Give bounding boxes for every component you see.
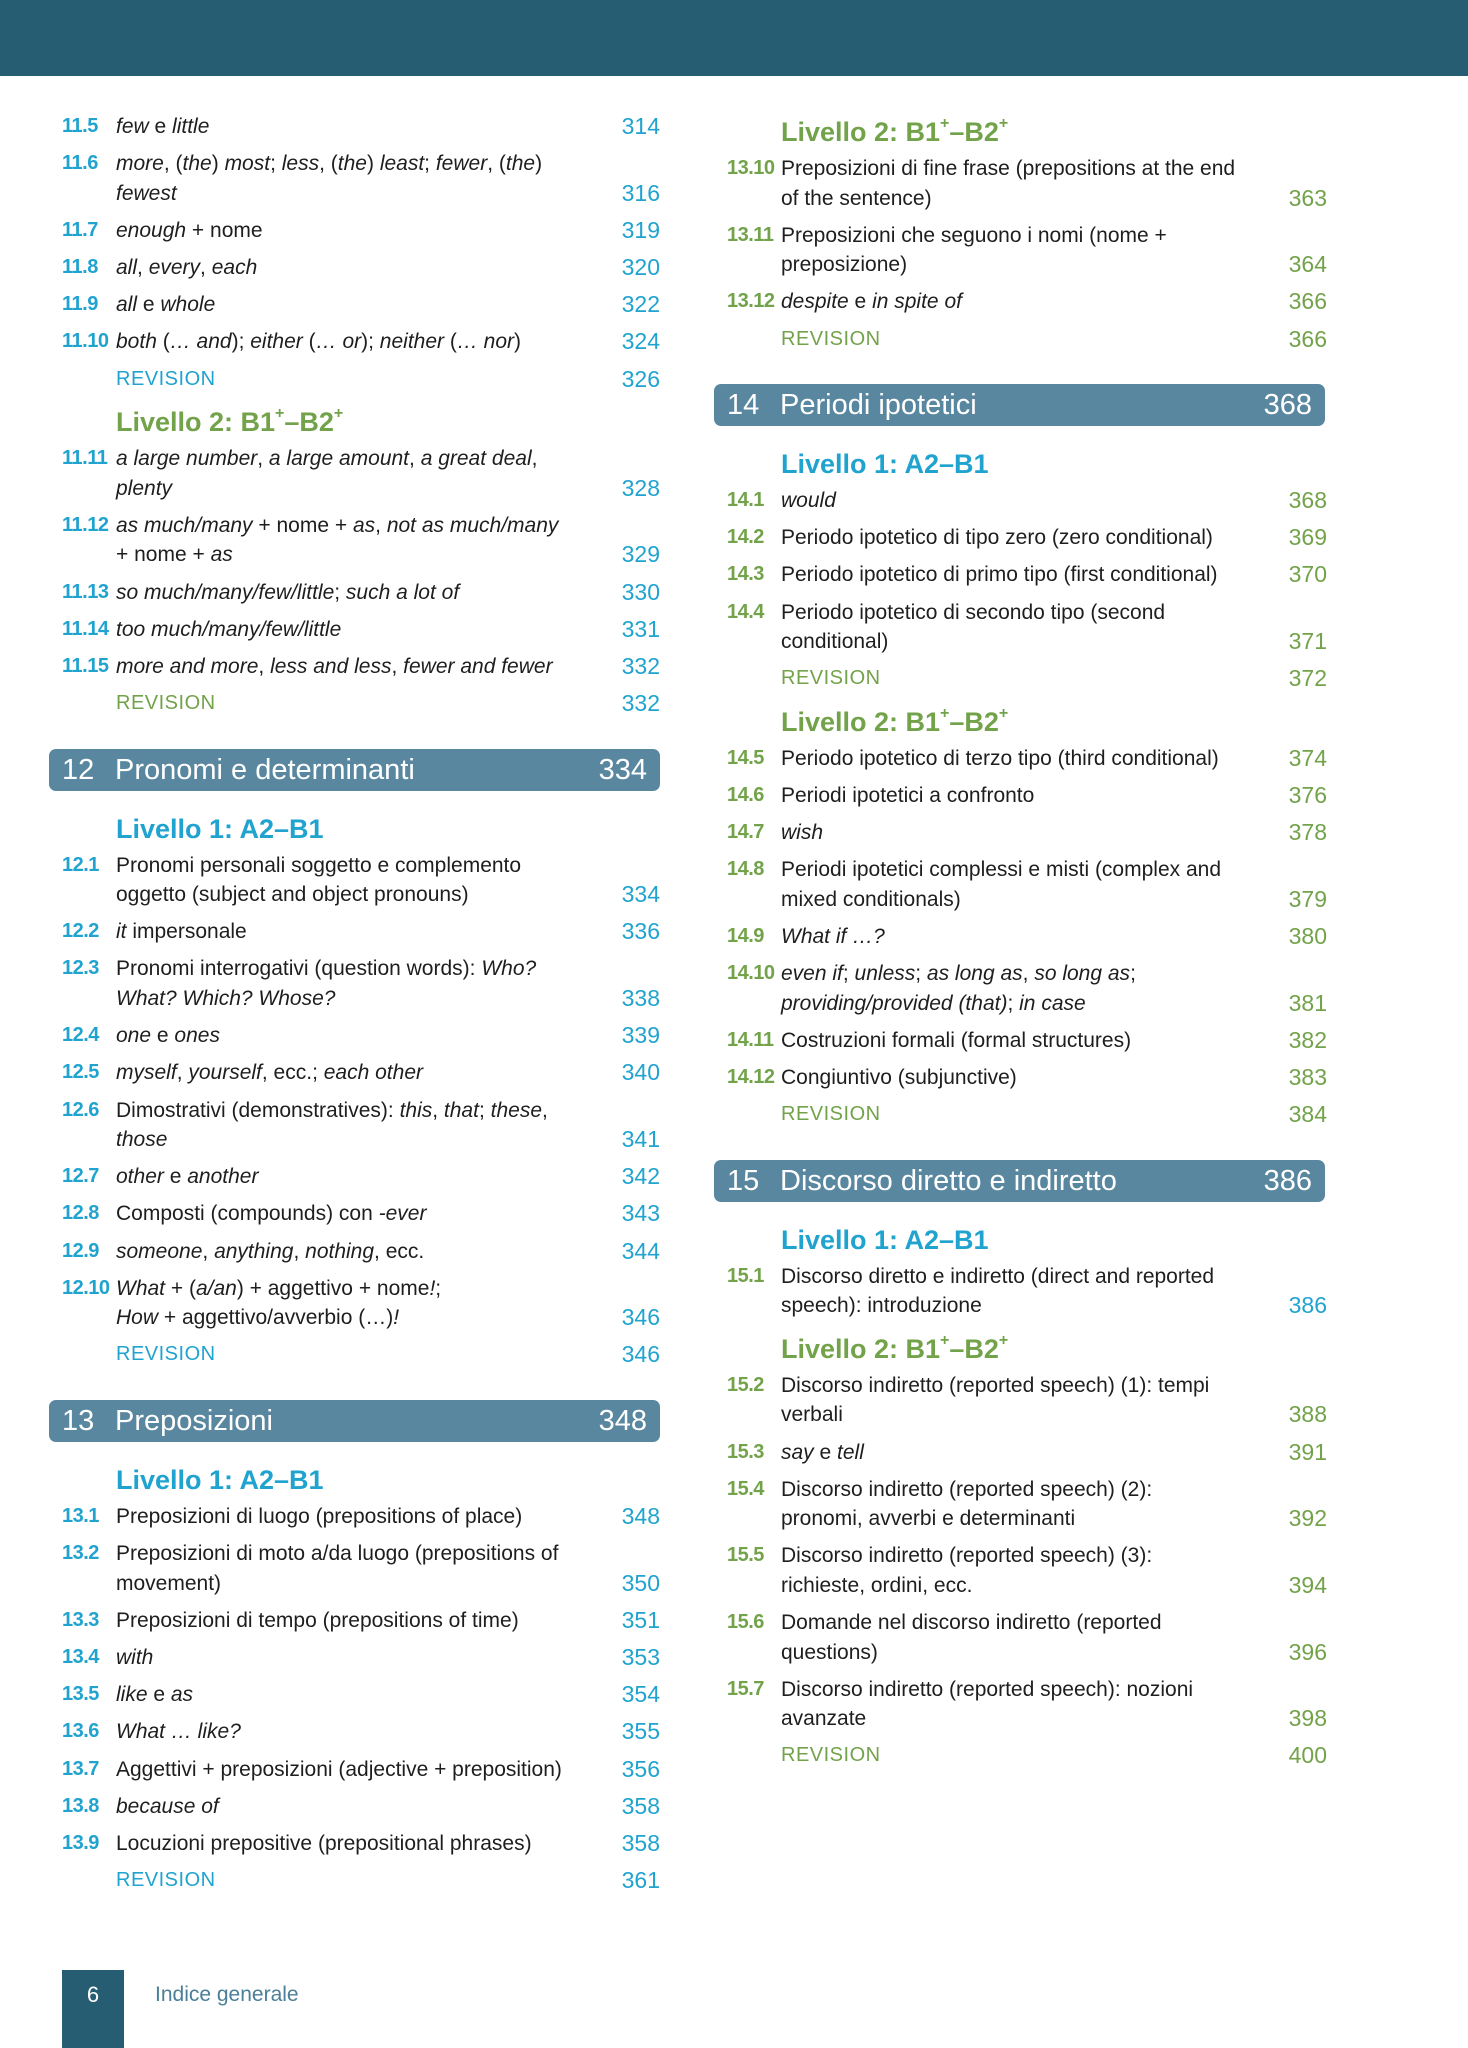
entry-page: 376 xyxy=(1288,782,1327,808)
toc-entry[interactable] xyxy=(62,917,660,947)
entry-title: Discorso indiretto (reported speech) (1): tempi verbali xyxy=(781,1373,1210,1427)
entry-title: Periodo ipotetico di primo tipo (first conditional) xyxy=(781,563,1218,587)
toc-entry[interactable] xyxy=(62,1199,660,1229)
entry-title: REVISION xyxy=(116,1343,216,1366)
entry-title: REVISION xyxy=(781,667,881,690)
toc-entry[interactable] xyxy=(62,1274,660,1333)
entry-title: Periodo ipotetico di tipo zero (zero conditional) xyxy=(781,526,1213,550)
entry-title: say e tell xyxy=(781,1440,864,1464)
entry-page: 379 xyxy=(1288,885,1327,912)
entry-title: myself, yourself, ecc.; each other xyxy=(116,1061,423,1085)
revision-entry[interactable] xyxy=(62,689,660,719)
revision-entry[interactable] xyxy=(62,365,660,395)
entry-title: even if; unless; as long as, so long as; providing/provided (that); in case xyxy=(781,962,1136,1015)
level-heading: Livello 2: B1+–B2+ xyxy=(116,405,344,438)
entry-page: 372 xyxy=(1288,665,1327,692)
toc-entry[interactable] xyxy=(727,560,1327,590)
entry-page: 388 xyxy=(1288,1401,1327,1428)
level-heading: Livello 2: B1+–B2+ xyxy=(781,115,1009,147)
entry-number: 12.1 xyxy=(62,853,99,876)
entry-page: 320 xyxy=(621,254,660,281)
revision-entry[interactable] xyxy=(62,1340,660,1370)
entry-number: 11.13 xyxy=(62,580,109,603)
chapter-number: 14 xyxy=(727,389,760,422)
chapter-title: Preposizioni xyxy=(115,1404,273,1437)
level-heading: Livello 1: A2–B1 xyxy=(116,813,324,844)
entry-page: 400 xyxy=(1288,1742,1327,1769)
entry-page: 374 xyxy=(1288,744,1327,771)
chapter-title: Pronomi e determinanti xyxy=(115,753,415,786)
entry-page: 366 xyxy=(1288,288,1327,315)
entry-page: 319 xyxy=(621,216,660,243)
entry-page: 341 xyxy=(621,1126,660,1152)
entry-title: one e ones xyxy=(116,1024,220,1048)
entry-title: it impersonale xyxy=(116,920,247,944)
entry-title: REVISION xyxy=(116,1869,216,1892)
entry-number: 14.12 xyxy=(727,1066,775,1089)
entry-page: 391 xyxy=(1288,1438,1327,1465)
level-heading: Livello 2: B1+–B2+ xyxy=(781,1331,1009,1364)
entry-number: 14.1 xyxy=(727,489,764,512)
entry-title: would xyxy=(781,489,836,513)
entry-title: a large number, a large amount, a great deal, plenty xyxy=(116,447,538,500)
entry-page: 380 xyxy=(1288,923,1327,950)
entry-title: Congiuntivo (subjunctive) xyxy=(781,1066,1017,1090)
chapter-header[interactable] xyxy=(49,749,660,791)
entry-page: 383 xyxy=(1288,1064,1327,1091)
toc-entry[interactable] xyxy=(727,1026,1327,1056)
toc-entry[interactable] xyxy=(62,1162,660,1192)
entry-number: 15.3 xyxy=(727,1440,764,1463)
toc-entry[interactable] xyxy=(727,959,1327,1018)
entry-page: 356 xyxy=(621,1755,660,1782)
entry-title: more and more, less and less, fewer and fewer xyxy=(116,654,553,678)
chapter-header[interactable] xyxy=(49,1400,660,1442)
entry-title: What if …? xyxy=(781,925,885,949)
toc-left-column xyxy=(62,112,660,1903)
level-heading: Livello 1: A2–B1 xyxy=(781,1224,989,1255)
revision-entry[interactable] xyxy=(727,325,1327,355)
toc-entry[interactable] xyxy=(727,598,1327,657)
entry-number: 13.8 xyxy=(62,1794,99,1817)
toc-entry[interactable] xyxy=(62,1539,660,1598)
entry-title: Discorso indiretto (reported speech): nozioni avanzate xyxy=(781,1677,1194,1731)
entry-number: 11.6 xyxy=(62,152,98,175)
entry-page: 366 xyxy=(1288,325,1327,352)
toc-entry[interactable] xyxy=(727,1438,1327,1468)
toc-entry[interactable] xyxy=(727,1608,1327,1667)
level-heading: Livello 2: B1+–B2+ xyxy=(781,704,1009,737)
chapter-number: 15 xyxy=(727,1164,760,1197)
entry-title: REVISION xyxy=(781,1744,881,1767)
entry-title: Preposizioni di tempo (prepositions of time) xyxy=(116,1608,519,1632)
entry-page: 382 xyxy=(1288,1026,1327,1053)
entry-title: like e as xyxy=(116,1683,194,1707)
entry-number: 14.9 xyxy=(727,925,764,948)
entry-title: all e whole xyxy=(116,293,216,317)
entry-title: Composti (compounds) con -ever xyxy=(116,1202,427,1226)
entry-page: 350 xyxy=(621,1569,660,1596)
entry-number: 11.9 xyxy=(62,293,98,316)
chapter-header[interactable] xyxy=(714,1160,1325,1202)
level-heading: Livello 1: A2–B1 xyxy=(781,449,989,480)
toc-entry[interactable] xyxy=(62,1680,660,1710)
entry-number: 15.1 xyxy=(727,1264,764,1287)
toc-entry[interactable] xyxy=(62,954,660,1013)
entry-title: Dimostrativi (demonstratives): this, that; these, those xyxy=(116,1098,548,1151)
toc-entry[interactable] xyxy=(62,290,660,320)
entry-title: someone, anything, nothing, ecc. xyxy=(116,1239,425,1263)
footer-section-title: Indice generale xyxy=(155,1983,299,2006)
entry-page: 358 xyxy=(621,1792,660,1819)
entry-number: 13.6 xyxy=(62,1720,99,1743)
entry-number: 12.7 xyxy=(62,1165,99,1188)
toc-entry[interactable] xyxy=(62,1717,660,1747)
entry-number: 12.5 xyxy=(62,1061,99,1084)
footer-page-number: 6 xyxy=(86,1982,100,2007)
entry-page: 398 xyxy=(1288,1705,1327,1732)
entry-number: 13.3 xyxy=(62,1608,99,1631)
entry-number: 12.4 xyxy=(62,1024,99,1047)
entry-title: Periodo ipotetico di terzo tipo (third conditional) xyxy=(781,746,1219,770)
chapter-title: Discorso diretto e indiretto xyxy=(780,1164,1117,1197)
entry-page: 329 xyxy=(621,541,660,568)
toc-entry[interactable] xyxy=(62,851,660,910)
toc-entry[interactable] xyxy=(62,1792,660,1822)
entry-title: other e another xyxy=(116,1165,259,1189)
entry-number: 12.3 xyxy=(62,957,99,980)
toc-entry[interactable] xyxy=(727,781,1327,811)
revision-entry[interactable] xyxy=(727,1741,1327,1771)
entry-page: 330 xyxy=(621,578,660,605)
toc-entry[interactable] xyxy=(62,1058,660,1088)
toc-entry[interactable] xyxy=(727,855,1327,914)
entry-page: 346 xyxy=(621,1341,660,1368)
entry-title: too much/many/few/little xyxy=(116,617,342,641)
chapter-page: 386 xyxy=(1263,1164,1312,1197)
entry-page: 370 xyxy=(1288,561,1327,588)
entry-page: 346 xyxy=(621,1304,660,1331)
toc-entry[interactable] xyxy=(62,1502,660,1532)
revision-entry[interactable] xyxy=(727,1100,1327,1130)
toc-entry[interactable] xyxy=(727,287,1327,317)
entry-page: 340 xyxy=(621,1059,660,1086)
entry-number: 14.7 xyxy=(727,821,764,844)
toc-entry[interactable] xyxy=(727,744,1327,774)
entry-page: 371 xyxy=(1288,628,1327,655)
entry-title: Locuzioni prepositive (prepositional phrases) xyxy=(116,1831,532,1855)
entry-number: 13.5 xyxy=(62,1683,99,1706)
chapter-number: 12 xyxy=(62,753,95,786)
entry-number: 13.1 xyxy=(62,1504,99,1527)
entry-number: 15.7 xyxy=(727,1677,764,1700)
entry-page: 351 xyxy=(621,1606,660,1633)
entry-page: 364 xyxy=(1288,251,1327,278)
toc-entry[interactable] xyxy=(62,1096,660,1155)
toc-entry[interactable] xyxy=(62,615,660,645)
entry-title: so much/many/few/little; such a lot of xyxy=(116,580,460,604)
entry-page: 342 xyxy=(621,1163,660,1190)
entry-number: 15.4 xyxy=(727,1477,764,1500)
toc-entry[interactable] xyxy=(727,1675,1327,1734)
entry-number: 11.11 xyxy=(62,447,108,470)
entry-title: more, (the) most; less, (the) least; fewer, (the) fewest xyxy=(116,152,543,205)
entry-title: Discorso diretto e indiretto (direct and reported speech): introduzione xyxy=(781,1264,1215,1318)
toc-entry[interactable] xyxy=(727,1371,1327,1430)
toc-entry[interactable] xyxy=(727,221,1327,280)
entry-page: 368 xyxy=(1288,487,1327,514)
level-heading: Livello 1: A2–B1 xyxy=(116,1464,324,1495)
toc-entry[interactable] xyxy=(727,486,1327,516)
entry-number: 11.15 xyxy=(62,654,109,677)
chapter-page: 334 xyxy=(598,753,647,786)
entry-title: as much/many + nome + as, not as much/many + nome + as xyxy=(116,513,559,567)
toc-entry[interactable] xyxy=(62,149,660,208)
entry-page: 334 xyxy=(621,881,660,908)
toc-entry[interactable] xyxy=(727,523,1327,553)
entry-title: Discorso indiretto (reported speech) (2): pronomi, avverbi e determinanti xyxy=(781,1477,1153,1531)
entry-title: all, every, each xyxy=(116,256,258,280)
entry-page: 378 xyxy=(1288,819,1327,846)
entry-number: 13.9 xyxy=(62,1831,99,1854)
toc-entry[interactable] xyxy=(62,1755,660,1785)
entry-number: 14.6 xyxy=(727,784,764,806)
entry-title: Domande nel discorso indiretto (reported questions) xyxy=(781,1611,1162,1664)
entry-number: 11.12 xyxy=(62,513,109,536)
entry-number: 14.2 xyxy=(727,526,764,549)
entry-page: 394 xyxy=(1288,1571,1327,1598)
chapter-page: 368 xyxy=(1263,389,1312,422)
toc-entry[interactable] xyxy=(727,1475,1327,1534)
entry-title: REVISION xyxy=(781,327,881,350)
entry-page: 328 xyxy=(621,474,660,501)
toc-entry[interactable] xyxy=(62,112,660,142)
entry-page: 326 xyxy=(621,365,660,392)
entry-title: Preposizioni di fine frase (prepositions at the end of the sentence) xyxy=(781,157,1236,210)
toc-entry[interactable] xyxy=(62,444,660,503)
toc-entry[interactable] xyxy=(62,1606,660,1636)
toc-entry[interactable] xyxy=(727,1541,1327,1600)
entry-page: 316 xyxy=(621,179,660,206)
toc-entry[interactable] xyxy=(62,1021,660,1051)
chapter-header[interactable] xyxy=(714,384,1325,426)
toc-entry[interactable] xyxy=(727,922,1327,952)
entry-number: 14.11 xyxy=(727,1028,774,1051)
toc-right-column xyxy=(727,112,1327,1779)
toc-entry[interactable] xyxy=(62,253,660,283)
entry-page: 358 xyxy=(621,1829,660,1856)
entry-number: 14.5 xyxy=(727,746,764,769)
entry-number: 13.10 xyxy=(727,157,775,179)
entry-number: 12.2 xyxy=(62,920,99,943)
toc-entry[interactable] xyxy=(62,1829,660,1859)
entry-title: Periodi ipotetici a confronto xyxy=(781,784,1035,807)
toc-entry[interactable] xyxy=(62,511,660,570)
entry-page: 336 xyxy=(621,918,660,945)
entry-title: REVISION xyxy=(116,692,216,715)
entry-number: 13.4 xyxy=(62,1646,99,1668)
entry-number: 12.6 xyxy=(62,1098,99,1121)
entry-number: 12.10 xyxy=(62,1276,110,1299)
entry-title: few e little xyxy=(116,115,210,138)
entry-page: 332 xyxy=(621,652,660,679)
entry-title: Pronomi personali soggetto e complemento oggetto (subject and object pronouns) xyxy=(116,853,522,907)
entry-number: 13.2 xyxy=(62,1542,99,1565)
chapter-number: 13 xyxy=(62,1404,95,1437)
entry-page: 396 xyxy=(1288,1638,1327,1665)
entry-page: 355 xyxy=(621,1718,660,1745)
toc-entry[interactable] xyxy=(727,1262,1327,1321)
entry-page: 392 xyxy=(1288,1505,1327,1532)
chapter-title: Periodi ipotetici xyxy=(780,389,977,422)
entry-title: Preposizioni di moto a/da luogo (prepositions of movement) xyxy=(116,1542,559,1595)
entry-title: Periodo ipotetico di secondo tipo (second conditional) xyxy=(781,600,1166,654)
entry-number: 13.7 xyxy=(62,1757,99,1780)
entry-page: 348 xyxy=(621,1502,660,1529)
entry-title: Aggettivi + preposizioni (adjective + preposition) xyxy=(116,1757,562,1781)
entry-number: 15.2 xyxy=(727,1373,764,1396)
toc-entry[interactable] xyxy=(727,1063,1327,1093)
entry-number: 13.12 xyxy=(727,290,775,313)
toc-entry[interactable] xyxy=(62,652,660,682)
entry-page: 386 xyxy=(1288,1292,1327,1319)
toc-entry[interactable] xyxy=(62,327,660,357)
entry-page: 361 xyxy=(621,1867,660,1894)
toc-entry[interactable] xyxy=(62,578,660,608)
revision-entry[interactable] xyxy=(727,664,1327,694)
entry-page: 344 xyxy=(621,1237,660,1264)
toc-entry[interactable] xyxy=(727,818,1327,848)
toc-entry[interactable] xyxy=(62,1643,660,1673)
entry-title: Preposizioni che seguono i nomi (nome + preposizione) xyxy=(781,223,1167,277)
entry-title: REVISION xyxy=(116,367,216,390)
entry-number: 11.5 xyxy=(62,115,98,137)
toc-entry[interactable] xyxy=(62,216,660,246)
entry-page: 322 xyxy=(621,291,660,318)
top-banner xyxy=(0,0,1468,76)
entry-title: both (… and); either (… or); neither (… nor) xyxy=(116,330,522,354)
entry-number: 13.11 xyxy=(727,223,774,246)
entry-page: 353 xyxy=(621,1644,660,1670)
toc-entry[interactable] xyxy=(727,154,1327,213)
entry-number: 15.5 xyxy=(727,1544,764,1567)
entry-number: 12.8 xyxy=(62,1202,99,1225)
entry-number: 14.4 xyxy=(727,600,764,623)
entry-page: 338 xyxy=(621,984,660,1011)
entry-title: REVISION xyxy=(781,1103,881,1126)
entry-title: because of xyxy=(116,1794,219,1818)
entry-title: Periodi ipotetici complessi e misti (complex and mixed conditionals) xyxy=(781,858,1222,911)
entry-title: Discorso indiretto (reported speech) (3): richieste, ordini, ecc. xyxy=(781,1544,1153,1597)
entry-title: enough + nome xyxy=(116,218,263,242)
entry-page: 384 xyxy=(1288,1101,1327,1128)
entry-page: 381 xyxy=(1288,989,1327,1016)
entry-page: 363 xyxy=(1288,184,1327,211)
entry-title: wish xyxy=(781,821,824,845)
entry-number: 14.3 xyxy=(727,563,764,586)
entry-page: 332 xyxy=(621,690,660,717)
entry-page: 354 xyxy=(621,1681,660,1708)
entry-title: Pronomi interrogativi (question words): Who? What? Which? Whose? xyxy=(116,957,537,1010)
toc-entry[interactable] xyxy=(62,1237,660,1267)
entry-title: despite e in spite of xyxy=(781,290,962,314)
entry-title: What … like? xyxy=(116,1720,241,1744)
entry-title: with xyxy=(116,1646,154,1669)
entry-number: 11.8 xyxy=(62,256,98,279)
entry-title: Preposizioni di luogo (prepositions of place) xyxy=(116,1504,523,1528)
entry-page: 314 xyxy=(621,113,660,139)
entry-number: 15.6 xyxy=(727,1611,764,1634)
entry-title: What + (a/an) + aggettivo + nome!; How + aggettivo/avverbio (…)! xyxy=(116,1276,442,1330)
entry-number: 11.10 xyxy=(62,330,109,353)
entry-title: Costruzioni formali (formal structures) xyxy=(781,1028,1132,1052)
entry-page: 343 xyxy=(621,1200,660,1227)
entry-number: 14.10 xyxy=(727,962,775,985)
entry-page: 339 xyxy=(621,1022,660,1049)
chapter-page: 348 xyxy=(598,1404,647,1437)
entry-number: 12.9 xyxy=(62,1239,99,1262)
entry-number: 11.14 xyxy=(62,617,109,640)
entry-page: 331 xyxy=(621,615,660,642)
entry-page: 369 xyxy=(1288,524,1327,551)
entry-page: 324 xyxy=(621,328,660,355)
entry-number: 11.7 xyxy=(62,218,98,241)
revision-entry[interactable] xyxy=(62,1866,660,1896)
entry-number: 14.8 xyxy=(727,858,764,881)
